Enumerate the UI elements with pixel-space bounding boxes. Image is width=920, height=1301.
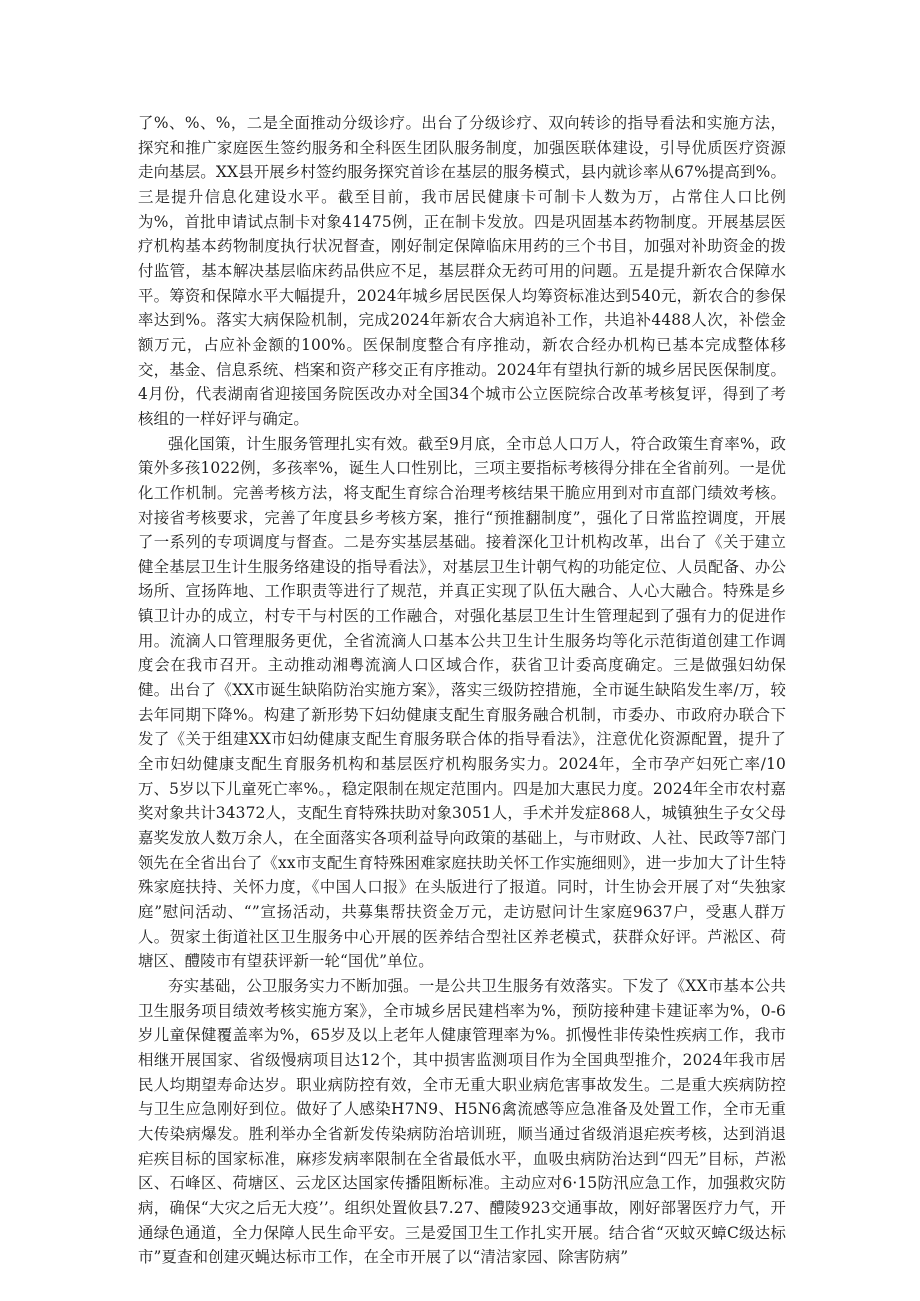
- paragraph-public-health: 夯实基础，公卫服务实力不断加强。一是公共卫生服务有效落实。下发了《XX市基本公共卫生服务项目绩效考核实施方案》，全市城乡居民建档率为%，预防接种建卡建证率为%，0-6岁儿童保健覆盖率为%，65岁及以上老年人健康管理率为%。抓慢性非传染性疾病工作，我市相继开展国家、省级慢病项目达12个，其中损害监测项目作为全国典型推介，2024年我市居民人均期望寿命达岁。职业病防控有效，全市无重大职业病危害事故发生。二是重大疾病防控与卫生应急刚好到位。做好了人感染H7N9、H5N6禽流感等应急准备及处置工作，全市无重大传染病爆发。胜利举办全省新发传染病防治培训班，顺当通过省级消退疟疾考核，达到消退疟疾目标的国家标准，麻疹发病率限制在全省最低水平，血吸虫病防治达到“四无”目标，芦淞区、石峰区、荷塘区、云龙区达国家传播阻断标准。主动应对6·15防汛应急工作，加强救灾防病，确保“大灾之后无大疫’’。组织处置攸县7.27、醴陵923交通事故，刚好部署医疗力气，开通绿色通道，全力保障人民生命平安。三是爱国卫生工作扎实开展。结合省“灭蚊灭蟑C级达标市”夏查和创建灭蝇达标市工作，在全市开展了以“清洁家园、除害防病”: [138, 976, 786, 1267]
- document-body: [138, 111, 786, 1270]
- paragraph-family-planning: 强化国策，计生服务管理扎实有效。截至9月底，全市总人口万人，符合政策生育率%，政策外多孩1022例，多孩率%，诞生人口性别比，三项主要指标考核得分排在全省前列。一是优化工作机制。完善考核方法，将支配生育综合治理考核结果干脆应用到对市直部门绩效考核。对接省考核要求，完善了年度县乡考核方案，推行“预推翻制度”，强化了日常监控调度，开展了一系列的专项调度与督查。二是夯实基层基础。接着深化卫计机构改革，出台了《关于建立健全基层卫生计生服务络建设的指导看法》，对基层卫生计朝气构的功能定位、人员配备、办公场所、宣扬阵地、工作职责等进行了规范，并真正实现了队伍大融合、人心大融合。特殊是乡镇卫计办的成立，村专干与村医的工作融合，对强化基层卫生计生管理起到了强有力的促进作用。流滴人口管理服务更优，全省流滴人口基本公共卫生计生服务均等化示范街道创建工作调度会在我市召开。主动推动湘粤流滴人口区域合作，获省卫计委高度确定。三是做强妇幼保健。出台了《XX市诞生缺陷防治实施方案》，落实三级防控措施，全市诞生缺陷发生率/万，较去年同期下降%。构建了新形势下妇幼健康支配生育服务融合机制，市委办、市政府办联合下发了《关于组建XX市妇幼健康支配生育服务联合体的指导看法》，注意优化资源配置，提升了全市妇幼健康支配生育服务机构和基层医疗机构服务实力。2024年，全市孕产妇死亡率/10万、5岁以下儿童死亡率%。，稳定限制在规定范围内。四是加大惠民力度。2024年全市农村嘉奖对象共计34372人，支配生育特殊扶助对象3051人，手术并发症868人，城镇独生子女父母嘉奖发放人数万余人，在全面落实各项利益导向政策的基础上，与市财政、人社、民政等7部门领先在全省出台了《xx市支配生育特殊困难家庭扶助关怀工作实施细则》，进一步加大了计生特殊家庭扶持、关怀力度，《中国人口报》在头版进行了报道。同时，计生协会开展了对“失独家庭”慰问活动、“”宣扬活动，共募集帮扶资金万元，走访慰问计生家庭9637户，受惠人群万人。贺家土街道社区卫生服务中心开展的医养结合型社区养老模式，获群众好评。芦淞区、荷塘区、醴陵市有望获评新一轮“国优”单位。: [138, 434, 786, 971]
- paragraph-healthcare-reform: 了%、%、%，二是全面推动分级诊疗。出台了分级诊疗、双向转诊的指导看法和实施方法，探究和推广家庭医生签约服务和全科医生团队服务制度，加强医联体建设，引导优质医疗资源走向基层。XX县开展乡村签约服务探究首诊在基层的服务模式，县内就诊率从67%提高到%。三是提升信息化建设水平。截至目前，我市居民健康卡可制卡人数为万，占常住人口比例为%，首批申请试点制卡对象41475例，正在制卡发放。四是巩固基本药物制度。开展基层医疗机构基本药物制度执行状况督查，刚好制定保障临床用药的三个书目，加强对补助资金的拨付监管，基本解决基层临床药品供应不足，基层群众无药可用的问题。五是提升新农合保障水平。筹资和保障水平大幅提升，2024年城乡居民医保人均筹资标准达到540元，新农合的参保率达到%。落实大病保险机制，完成2024年新农合大病追补工作，共追补4488人次，补偿金额万元，占应补金额的100%。医保制度整合有序推动，新农合经办机构已基本完成整体移交，基金、信息系统、档案和资产移交正有序推动。2024年有望执行新的城乡居民医保制度。4月份，代表湖南省迎接国务院医改办对全国34个城市公立医院综合改革考核复评，得到了考核组的一样好评与确定。: [138, 114, 786, 428]
